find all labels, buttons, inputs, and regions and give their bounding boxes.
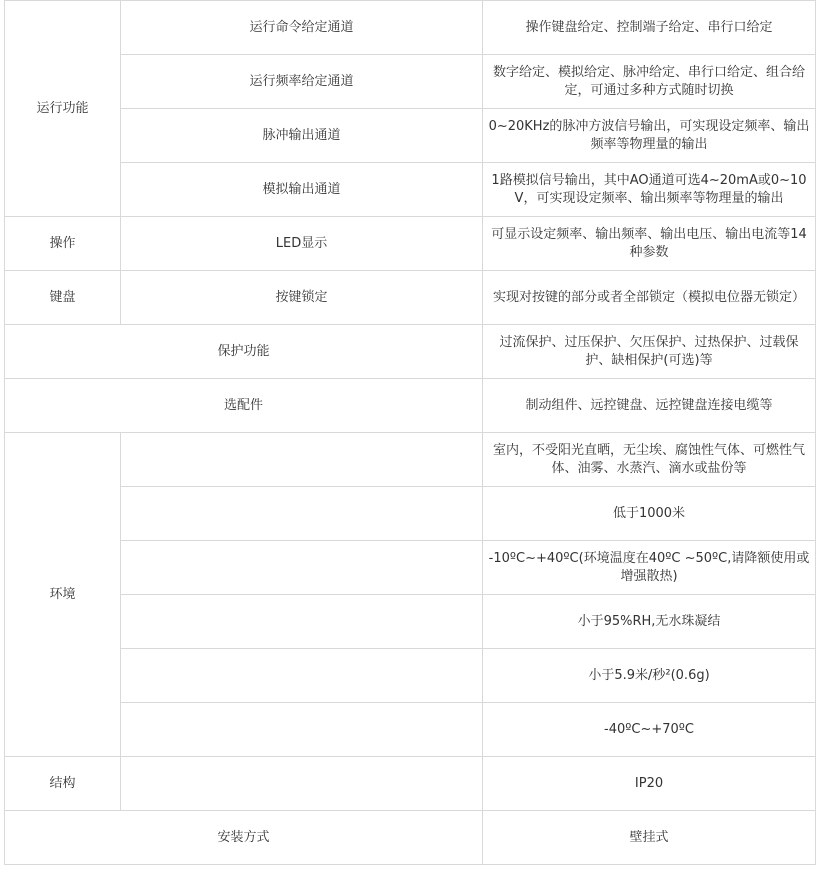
value-cell: 低于1000米 bbox=[483, 487, 816, 541]
spec-table bbox=[4, 0, 816, 865]
table-row bbox=[5, 379, 816, 433]
table-row bbox=[5, 163, 816, 217]
table-row bbox=[5, 595, 816, 649]
item-cell bbox=[121, 757, 483, 811]
value-cell: 实现对按键的部分或者全部锁定（模拟电位器无锁定） bbox=[483, 271, 816, 325]
item-cell bbox=[121, 703, 483, 757]
merged-label-cell: 保护功能 bbox=[5, 325, 483, 379]
value-cell: 小于5.9米/秒²(0.6g) bbox=[483, 649, 816, 703]
item-cell: 模拟输出通道 bbox=[121, 163, 483, 217]
table-row bbox=[5, 703, 816, 757]
category-cell: 环境 bbox=[5, 433, 121, 757]
category-cell: 结构 bbox=[5, 757, 121, 811]
item-cell bbox=[121, 487, 483, 541]
item-cell bbox=[121, 595, 483, 649]
merged-label-cell: 安装方式 bbox=[5, 811, 483, 865]
table-row bbox=[5, 1, 816, 55]
item-cell bbox=[121, 433, 483, 487]
item-cell bbox=[121, 649, 483, 703]
category-cell: 操作 bbox=[5, 217, 121, 271]
value-cell: 小于95%RH,无水珠凝结 bbox=[483, 595, 816, 649]
table-row bbox=[5, 433, 816, 487]
value-cell: IP20 bbox=[483, 757, 816, 811]
table-row bbox=[5, 757, 816, 811]
category-cell: 运行功能 bbox=[5, 1, 121, 217]
table-row bbox=[5, 109, 816, 163]
table-row bbox=[5, 811, 816, 865]
value-cell: 数字给定、模拟给定、脉冲给定、串行口给定、组合给定，可通过多种方式随时切换 bbox=[483, 55, 816, 109]
value-cell: -10ºC~+40ºC(环境温度在40ºC ~50ºC,请降额使用或增强散热) bbox=[483, 541, 816, 595]
item-cell: 运行频率给定通道 bbox=[121, 55, 483, 109]
value-cell: -40ºC~+70ºC bbox=[483, 703, 816, 757]
value-cell: 0~20KHz的脉冲方波信号输出，可实现设定频率、输出频率等物理量的输出 bbox=[483, 109, 816, 163]
table-row bbox=[5, 541, 816, 595]
table-row bbox=[5, 217, 816, 271]
item-cell: 按键锁定 bbox=[121, 271, 483, 325]
item-cell: LED显示 bbox=[121, 217, 483, 271]
value-cell: 1路模拟信号输出，其中AO通道可选4~20mA或0~10V，可实现设定频率、输出频率等物理量的输出 bbox=[483, 163, 816, 217]
item-cell bbox=[121, 541, 483, 595]
value-cell: 壁挂式 bbox=[483, 811, 816, 865]
value-cell: 过流保护、过压保护、欠压保护、过热保护、过载保护、缺相保护(可选)等 bbox=[483, 325, 816, 379]
value-cell: 制动组件、远控键盘、远控键盘连接电缆等 bbox=[483, 379, 816, 433]
value-cell: 室内，不受阳光直晒，无尘埃、腐蚀性气体、可燃性气体、油雾、水蒸汽、滴水或盐份等 bbox=[483, 433, 816, 487]
table-row bbox=[5, 55, 816, 109]
table-row bbox=[5, 487, 816, 541]
value-cell: 可显示设定频率、输出频率、输出电压、输出电流等14种参数 bbox=[483, 217, 816, 271]
category-cell: 键盘 bbox=[5, 271, 121, 325]
table-row bbox=[5, 649, 816, 703]
item-cell: 脉冲输出通道 bbox=[121, 109, 483, 163]
table-row bbox=[5, 325, 816, 379]
value-cell: 操作键盘给定、控制端子给定、串行口给定 bbox=[483, 1, 816, 55]
item-cell: 运行命令给定通道 bbox=[121, 1, 483, 55]
table-row bbox=[5, 271, 816, 325]
merged-label-cell: 选配件 bbox=[5, 379, 483, 433]
